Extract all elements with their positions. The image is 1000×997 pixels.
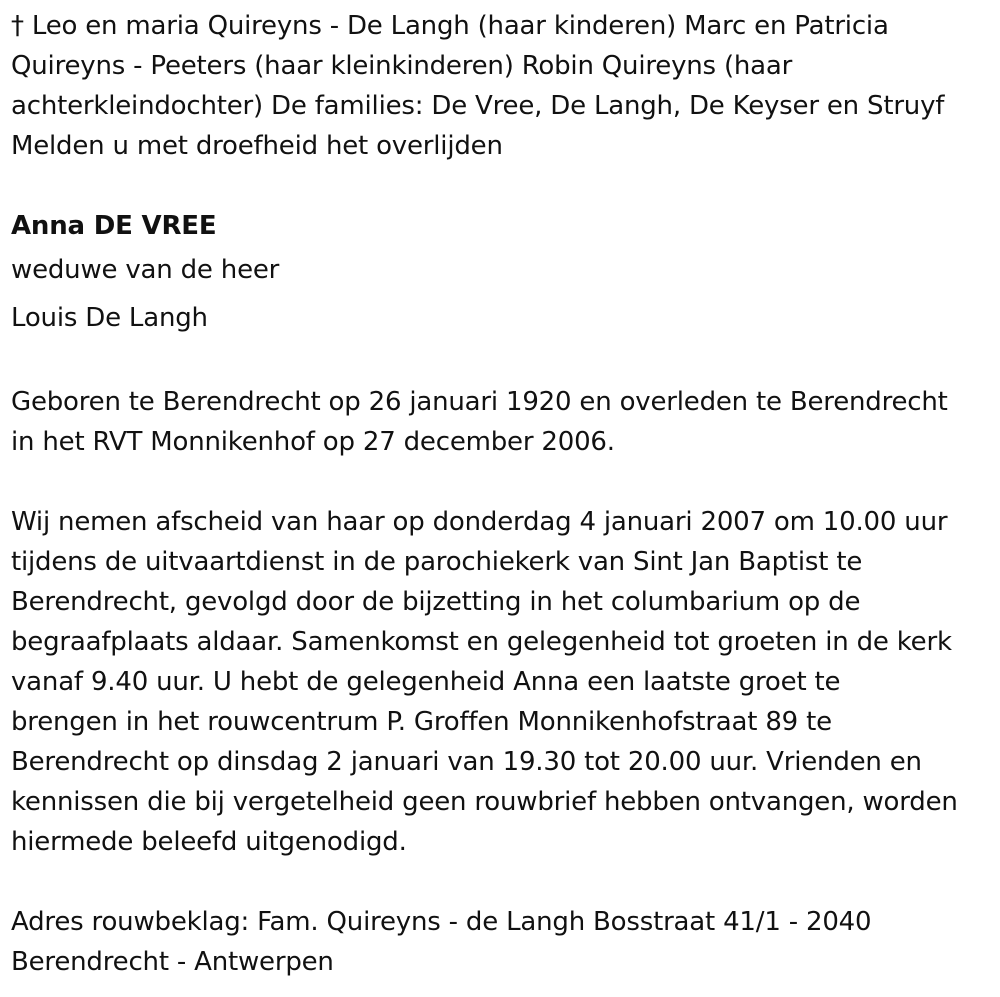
- deceased-name: Anna DE VREE: [11, 211, 217, 241]
- birth-death-line: Geboren te Berendrecht op 26 januari 1920 en overleden te Berendrecht: [11, 387, 948, 417]
- ceremony-line: hiermede beleefd uitgenodigd.: [11, 827, 407, 857]
- address-paragraph: [11, 902, 1000, 982]
- ceremony-paragraph: [11, 502, 1000, 862]
- ceremony-line: Berendrecht op dinsdag 2 januari van 19.30 tot 20.00 uur. Vrienden en: [11, 747, 922, 777]
- ceremony-line: vanaf 9.40 uur. U hebt de gelegenheid Anna een laatste groet te: [11, 667, 841, 697]
- deceased-spouse: Louis De Langh: [11, 303, 208, 333]
- intro-line: Quireyns - Peeters (haar kleinkinderen) Robin Quireyns (haar: [11, 51, 793, 81]
- spacer: [11, 462, 1000, 502]
- intro-line: † Leo en maria Quireyns - De Langh (haar kinderen) Marc en Patricia: [11, 11, 889, 41]
- deceased-relation: weduwe van de heer: [11, 255, 280, 285]
- address-line: Berendrecht - Antwerpen: [11, 947, 334, 977]
- birth-death-line: in het RVT Monnikenhof op 27 december 2006.: [11, 427, 615, 457]
- spacer: [11, 862, 1000, 902]
- spacer: [11, 342, 1000, 382]
- intro-line: achterkleindochter) De families: De Vree, De Langh, De Keyser en Struyf: [11, 91, 945, 121]
- ceremony-line: Wij nemen afscheid van haar op donderdag 4 januari 2007 om 10.00 uur: [11, 507, 948, 537]
- ceremony-line: brengen in het rouwcentrum P. Groffen Monnikenhofstraat 89 te: [11, 707, 832, 737]
- ceremony-line: tijdens de uitvaartdienst in de parochiekerk van Sint Jan Baptist te: [11, 547, 863, 577]
- intro-paragraph: [11, 6, 1000, 166]
- birth-death-paragraph: [11, 382, 1000, 462]
- ceremony-line: begraafplaats aldaar. Samenkomst en gelegenheid tot groeten in de kerk: [11, 627, 952, 657]
- spacer: [11, 166, 1000, 206]
- address-line: Adres rouwbeklag: Fam. Quireyns - de Langh Bosstraat 41/1 - 2040: [11, 907, 872, 937]
- ceremony-line: kennissen die bij vergetelheid geen rouwbrief hebben ontvangen, worden: [11, 787, 958, 817]
- intro-line: Melden u met droefheid het overlijden: [11, 131, 503, 161]
- ceremony-line: Berendrecht, gevolgd door de bijzetting in het columbarium op de: [11, 587, 861, 617]
